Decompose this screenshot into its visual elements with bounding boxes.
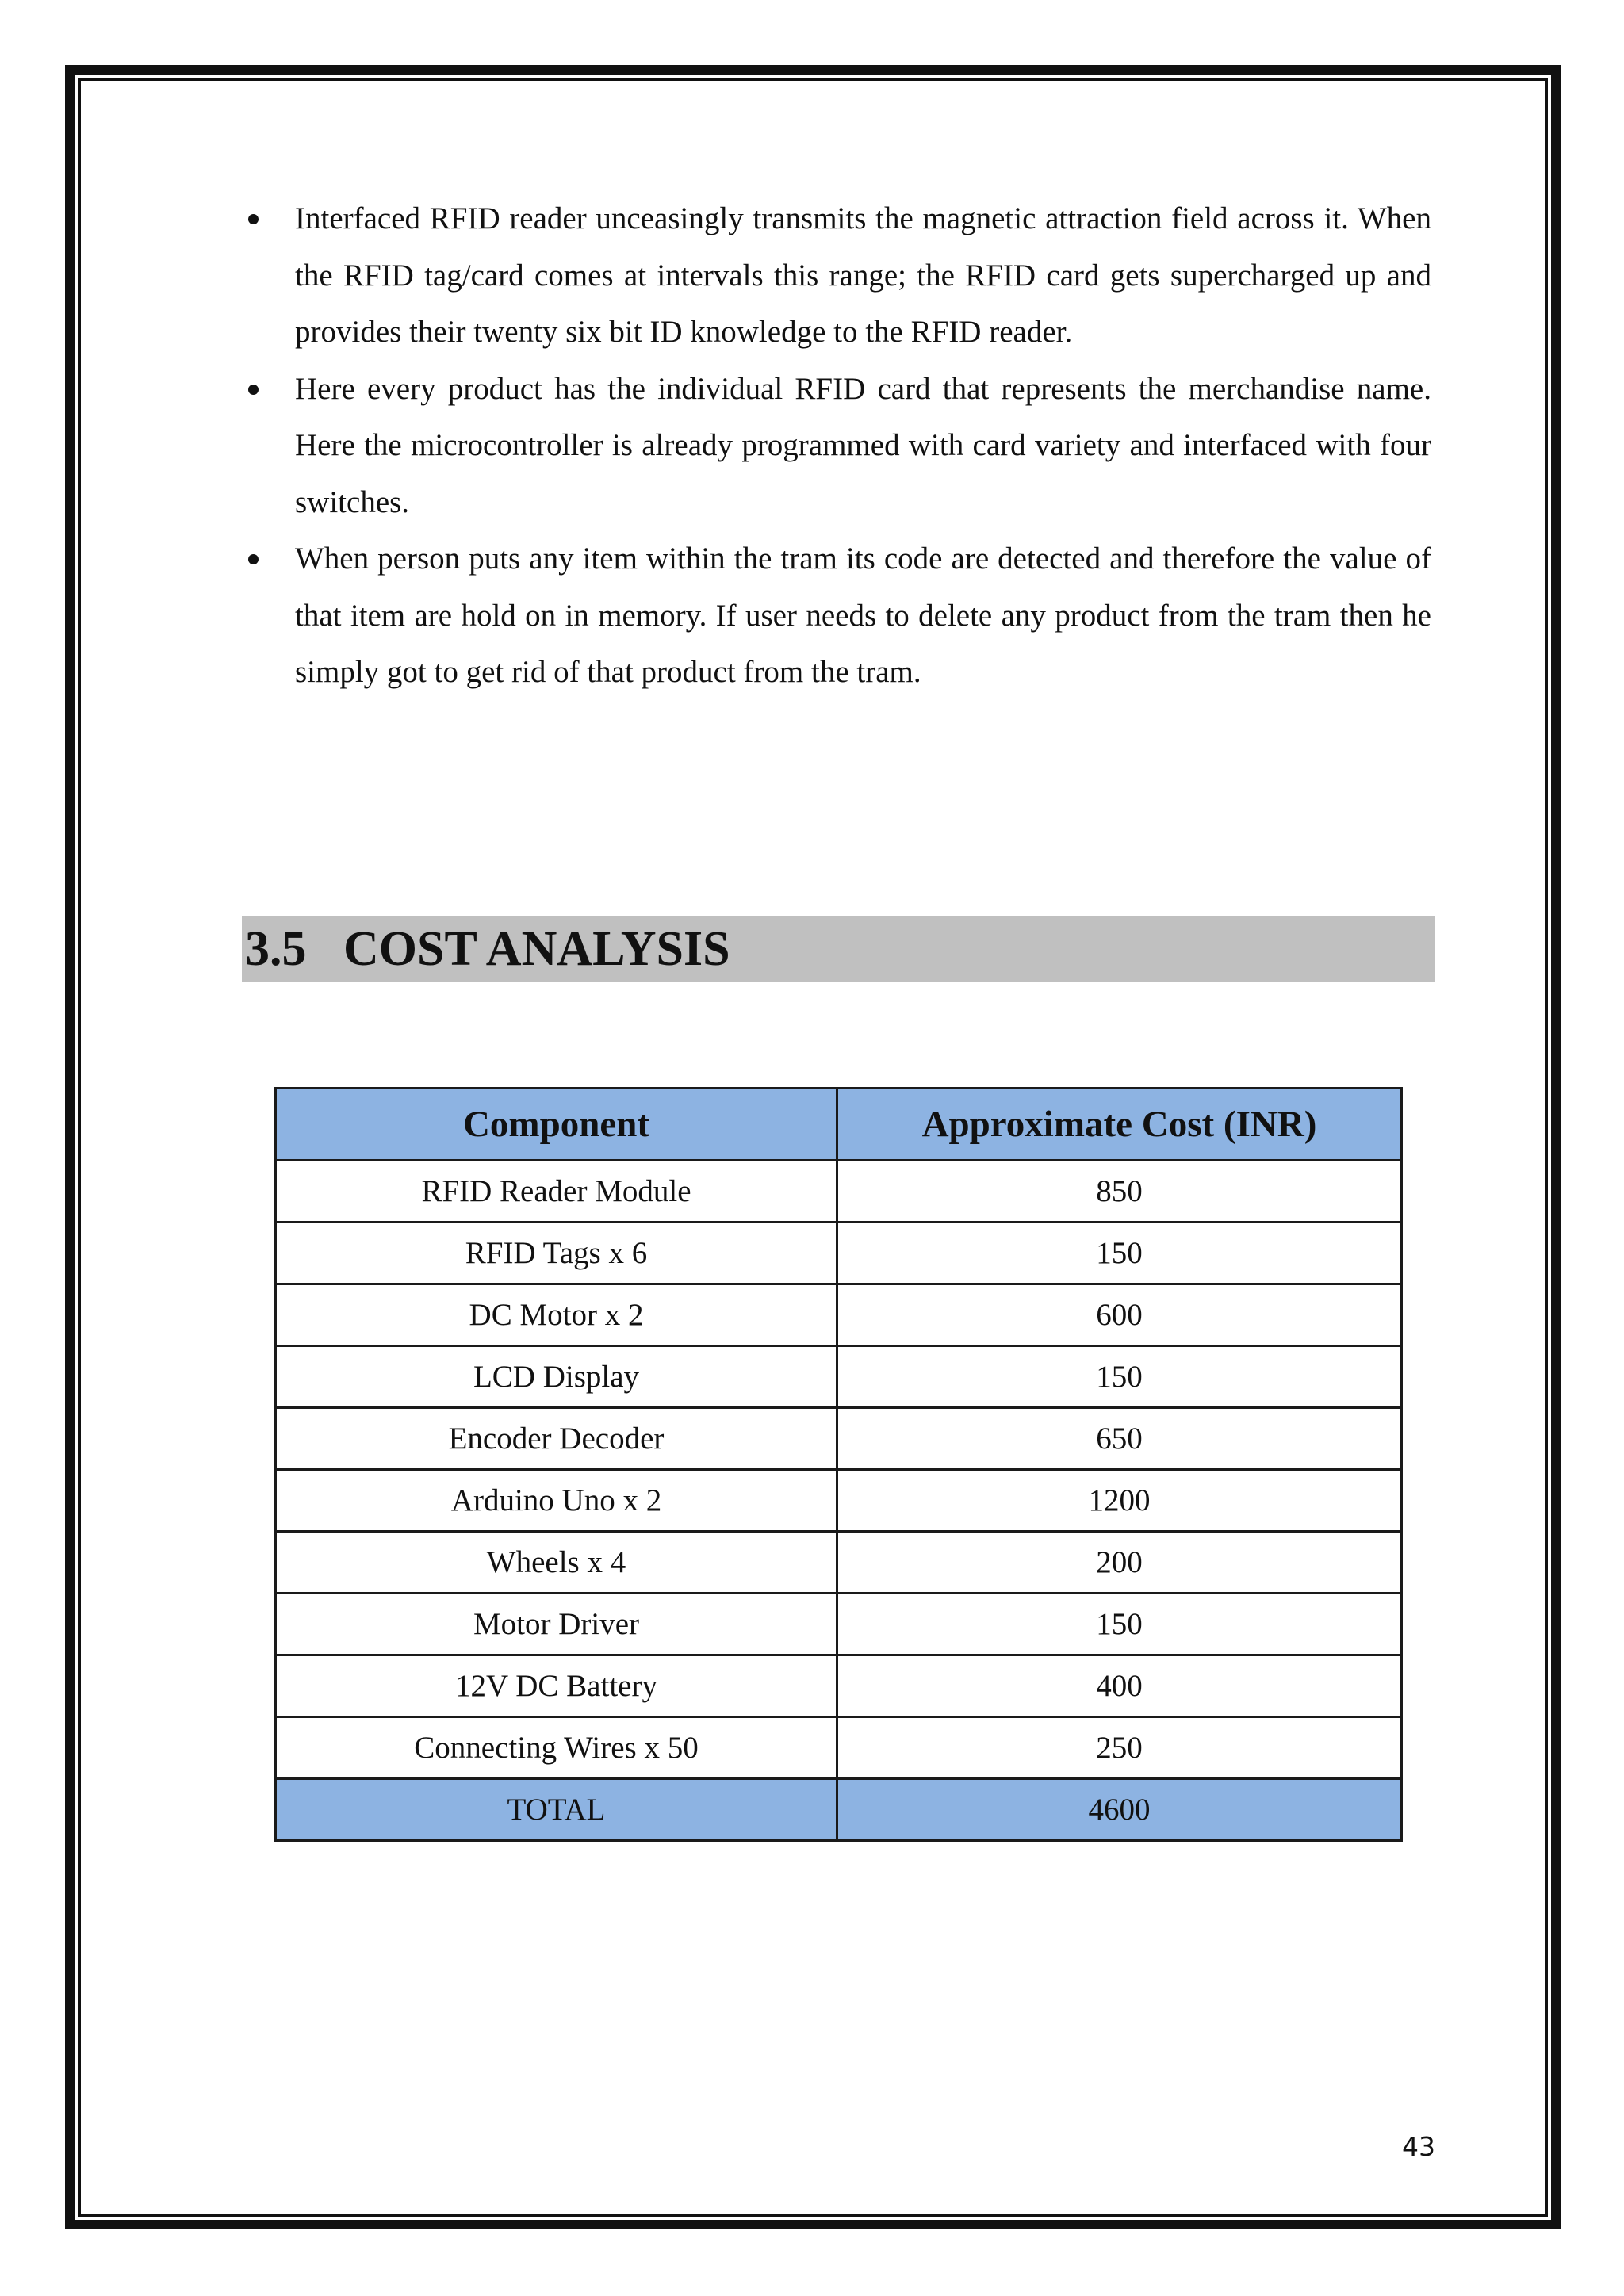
table-row [276, 1470, 1402, 1532]
section-number: 3.5 [245, 922, 307, 976]
cost-cell: 150 [837, 1223, 1402, 1284]
header-cost: Approximate Cost (INR) [837, 1089, 1402, 1161]
cost-cell: 600 [837, 1284, 1402, 1346]
component-cell: 12V DC Battery [276, 1655, 837, 1717]
table-row [276, 1223, 1402, 1284]
component-cell: Arduino Uno x 2 [276, 1470, 837, 1532]
bullet-item [242, 190, 1431, 361]
cost-cell: 150 [837, 1346, 1402, 1408]
component-cell: Encoder Decoder [276, 1408, 837, 1470]
table-row [276, 1284, 1402, 1346]
cost-cell: 250 [837, 1717, 1402, 1779]
bullet-item [242, 530, 1431, 701]
total-value-cell: 4600 [837, 1779, 1402, 1841]
bullet-icon [248, 554, 259, 564]
cost-cell: 150 [837, 1594, 1402, 1655]
cost-cell: 650 [837, 1408, 1402, 1470]
cost-cell: 200 [837, 1532, 1402, 1594]
bullet-text: Here every product has the individual RFID card that represents the merchandise name. Here the microcontroller is already programmed with card variety and interfaced with four switches. [295, 371, 1431, 519]
component-cell: Motor Driver [276, 1594, 837, 1655]
header-component: Component [276, 1089, 837, 1161]
page-number: 43 [1402, 2131, 1435, 2162]
bullet-text: When person puts any item within the tram its code are detected and therefore the value of that item are hold on in memory. If user needs to delete any product from the tram then he simply got to get rid of that product from the tram. [295, 541, 1431, 689]
cost-cell: 400 [837, 1655, 1402, 1717]
bullet-list [242, 190, 1431, 701]
cost-table [274, 1087, 1403, 1842]
table-row [276, 1346, 1402, 1408]
bullet-item [242, 361, 1431, 531]
cost-cell: 850 [837, 1161, 1402, 1223]
table-row [276, 1655, 1402, 1717]
table-total-row [276, 1779, 1402, 1841]
section-title: COST ANALYSIS [343, 922, 730, 976]
table-row [276, 1408, 1402, 1470]
component-cell: Connecting Wires x 50 [276, 1717, 837, 1779]
component-cell: RFID Tags x 6 [276, 1223, 837, 1284]
component-cell: DC Motor x 2 [276, 1284, 837, 1346]
total-label-cell: TOTAL [276, 1779, 837, 1841]
bullet-icon [248, 214, 259, 224]
table-header-row [276, 1089, 1402, 1161]
component-cell: Wheels x 4 [276, 1532, 837, 1594]
table-row [276, 1161, 1402, 1223]
component-cell: LCD Display [276, 1346, 837, 1408]
table-row [276, 1532, 1402, 1594]
section-heading [242, 916, 1435, 982]
table-row [276, 1594, 1402, 1655]
bullet-text: Interfaced RFID reader unceasingly transmits the magnetic attraction field across it. When the RFID tag/card comes at intervals this range; the RFID card gets supercharged up and provides their twenty six bit ID knowledge to the RFID reader. [295, 201, 1431, 349]
table-row [276, 1717, 1402, 1779]
component-cell: RFID Reader Module [276, 1161, 837, 1223]
bullet-icon [248, 385, 259, 395]
cost-cell: 1200 [837, 1470, 1402, 1532]
